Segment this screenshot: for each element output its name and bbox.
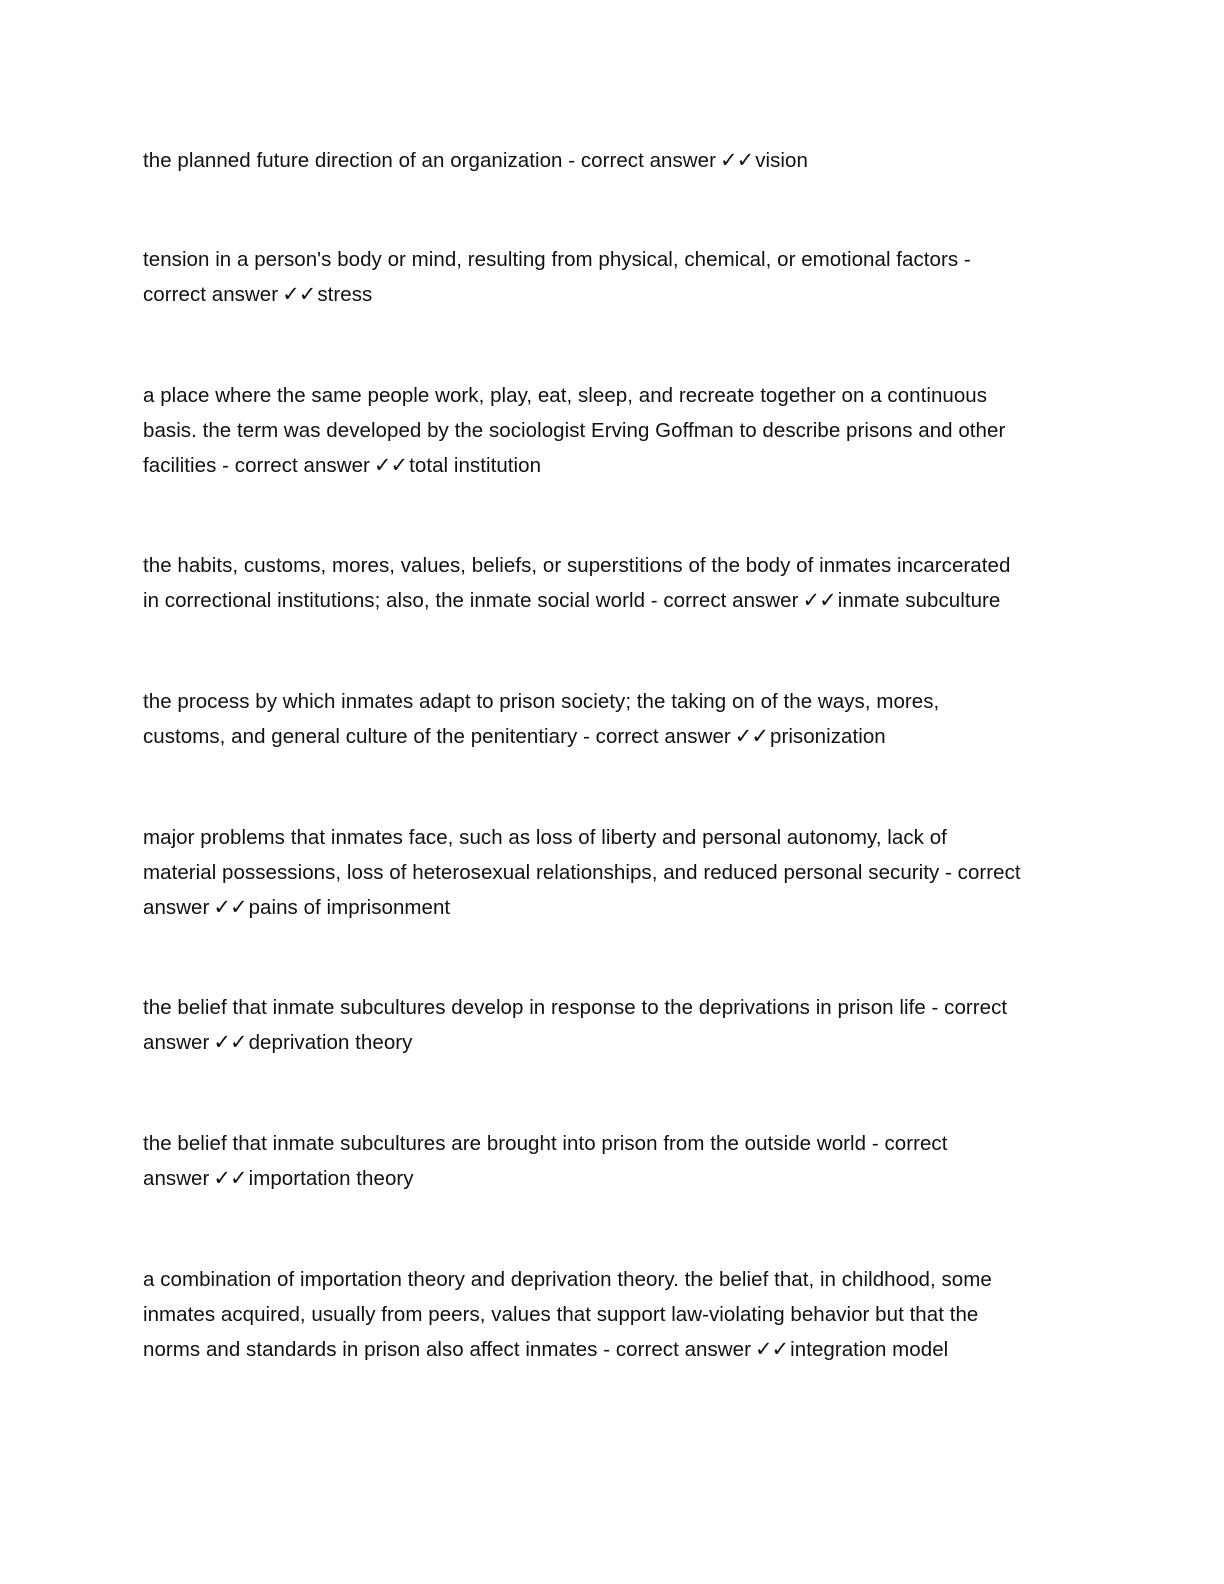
flashcard-entry [143, 378, 1083, 483]
answer-term: stress [317, 283, 373, 306]
entry-line-last [143, 1025, 1083, 1060]
answer-term: inmate subculture [837, 589, 1001, 612]
entry-line-last [143, 277, 1083, 312]
entry-line-last [143, 890, 1083, 925]
double-check-icon: ✓✓ [282, 282, 316, 306]
definition-line: major problems that inmates face, such as loss of liberty and personal autonomy, lack of [143, 826, 947, 849]
double-check-icon: ✓✓ [734, 724, 768, 748]
double-check-icon: ✓✓ [754, 1337, 789, 1361]
definition-line: the belief that inmate subcultures develop in response to the deprivations in prison life - correct [143, 996, 1008, 1019]
entry-line-last [143, 448, 1083, 483]
double-check-icon: ✓✓ [213, 895, 247, 919]
definition-line: tension in a person's body or mind, resulting from physical, chemical, or emotional factors - [143, 248, 971, 271]
entry-line-last [143, 583, 1083, 618]
answer-term: vision [755, 149, 808, 172]
flashcard-entry [143, 242, 1083, 312]
definition-text: customs, and general culture of the penitentiary - correct answer [143, 725, 731, 748]
definition-text: facilities - correct answer [143, 454, 370, 477]
definition-text: answer [143, 1031, 210, 1054]
definition-line: the habits, customs, mores, values, beliefs, or superstitions of the body of inmates incarcerated [143, 554, 1011, 577]
flashcard-entry [143, 684, 1083, 754]
definition-text: answer [143, 1167, 210, 1190]
definition-text: correct answer [143, 283, 279, 306]
definition-line: inmates acquired, usually from peers, values that support law-violating behavior but that the [143, 1303, 979, 1326]
flashcard-entry [143, 1262, 1083, 1367]
answer-term: integration model [790, 1338, 949, 1361]
answer-term: prisonization [770, 725, 886, 748]
double-check-icon: ✓✓ [802, 588, 836, 612]
entry-line-last [143, 1161, 1083, 1196]
definition-line: basis. the term was developed by the sociologist Erving Goffman to describe prisons and other [143, 419, 1006, 442]
definition-line: a place where the same people work, play, eat, sleep, and recreate together on a continuous [143, 384, 988, 407]
entry-line-last [143, 1332, 1083, 1367]
flashcard-entry [143, 548, 1083, 618]
flashcard-entry [143, 820, 1083, 925]
answer-term: pains of imprisonment [248, 896, 451, 919]
answer-term: total institution [409, 454, 542, 477]
definition-text: norms and standards in prison also affect inmates - correct answer [143, 1338, 751, 1361]
double-check-icon: ✓✓ [213, 1166, 247, 1190]
entry-line-last [143, 719, 1083, 754]
definition-line: a combination of importation theory and deprivation theory. the belief that, in childhood, some [143, 1268, 992, 1291]
flashcard-entry [143, 990, 1083, 1060]
definition-line: the belief that inmate subcultures are brought into prison from the outside world - correct [143, 1132, 948, 1155]
answer-term: importation theory [248, 1167, 414, 1190]
flashcard-entry [143, 143, 1083, 178]
entry-line-last [143, 143, 1083, 178]
definition-text: answer [143, 896, 210, 919]
definition-line: the process by which inmates adapt to prison society; the taking on of the ways, mores, [143, 690, 940, 713]
double-check-icon: ✓✓ [213, 1030, 247, 1054]
flashcard-entry [143, 1126, 1083, 1196]
answer-term: deprivation theory [248, 1031, 413, 1054]
double-check-icon: ✓✓ [373, 453, 408, 477]
definition-line: material possessions, loss of heterosexual relationships, and reduced personal security - correct [143, 861, 1021, 884]
definition-text: in correctional institutions; also, the inmate social world - correct answer [143, 589, 799, 612]
double-check-icon: ✓✓ [719, 148, 754, 172]
definition-text: the planned future direction of an organization - correct answer [143, 149, 716, 172]
